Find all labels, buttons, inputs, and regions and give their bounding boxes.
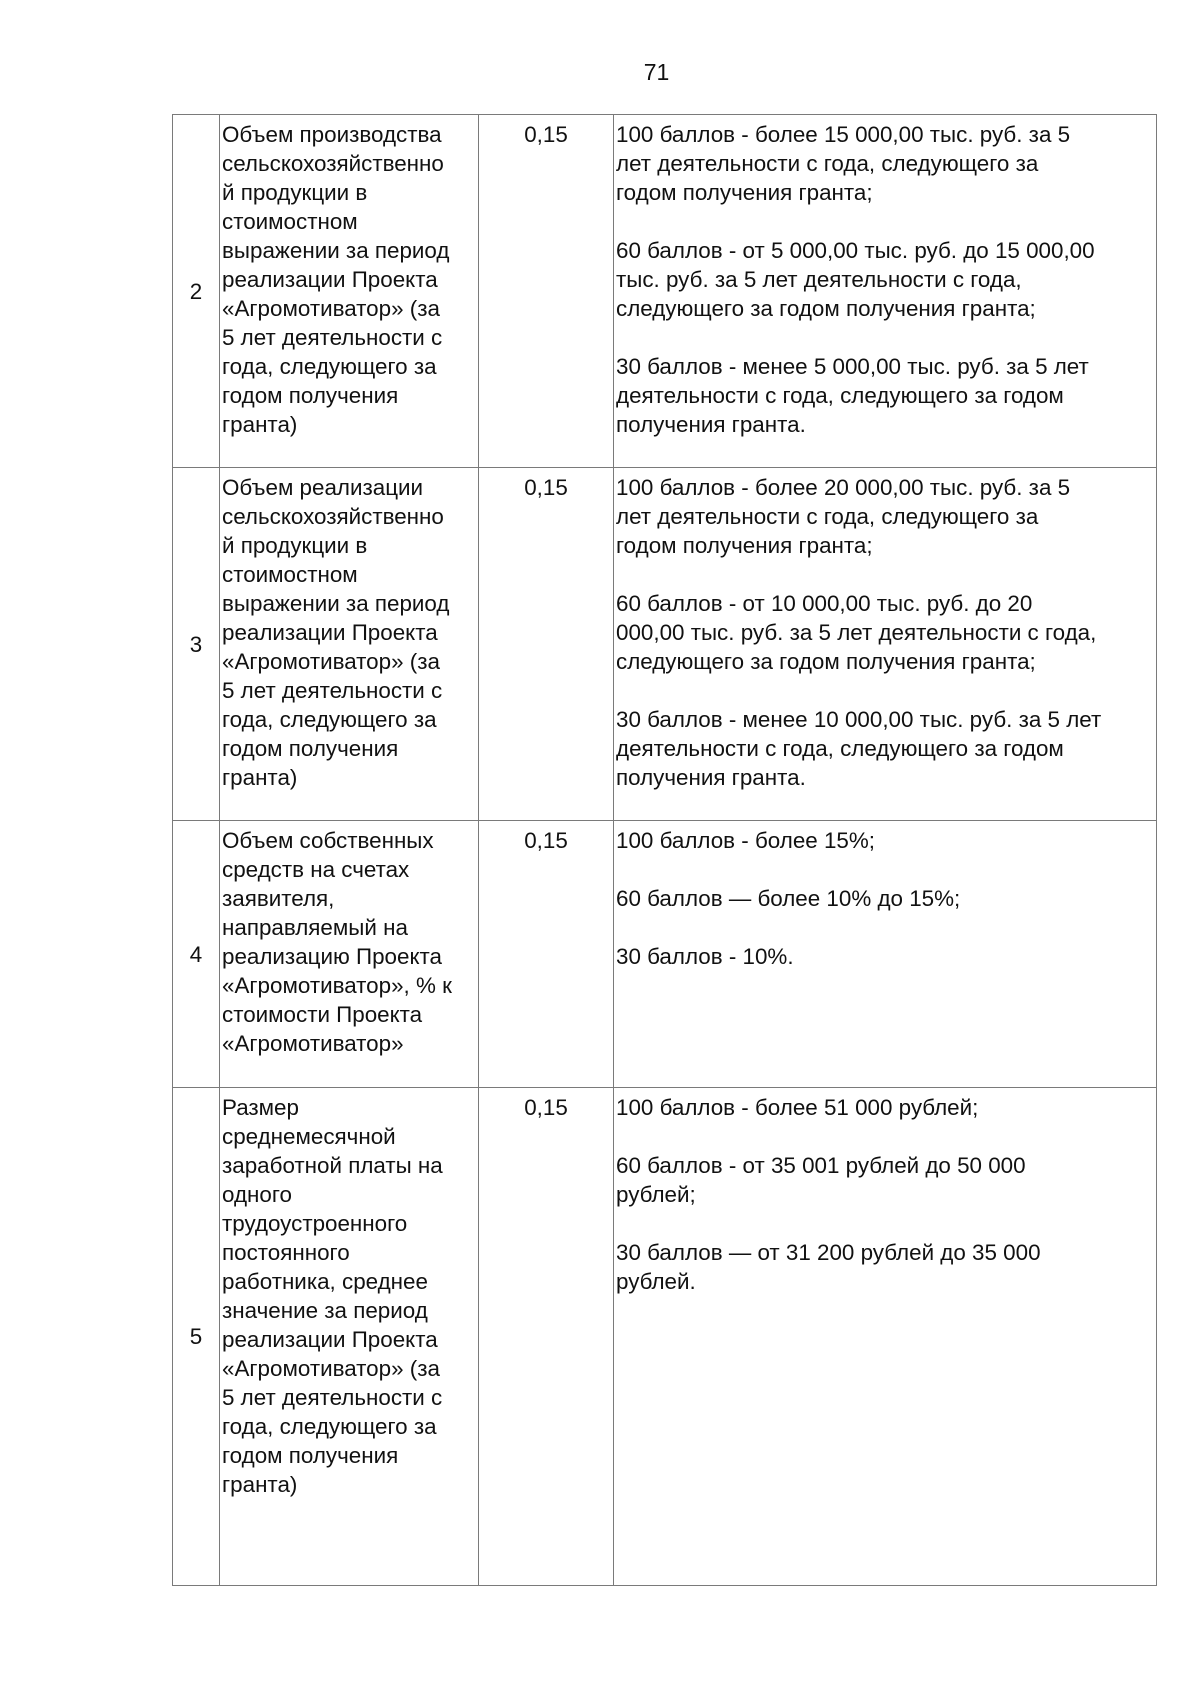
scoring-scale (614, 115, 1157, 468)
criterion-name-line: Объем производства (222, 122, 442, 147)
criterion-name-line: Объем реализации (222, 475, 424, 500)
criterion-name-line: сельскохозяйственно (222, 504, 444, 529)
criterion-name-line: сельскохозяйственно (222, 151, 444, 176)
criterion-name (220, 1088, 479, 1586)
scoring-line: 60 баллов - от 5 000,00 тыс. руб. до 15 000,00 (616, 238, 1095, 263)
scoring-line: следующего за годом получения гранта; (616, 296, 1036, 321)
criterion-name-line: года, следующего за (222, 707, 437, 732)
criterion-name-line: годом получения (222, 383, 399, 408)
criterion-name-line: постоянного (222, 1240, 350, 1265)
scoring-line: 60 баллов — более 10% до 15%; (616, 886, 961, 911)
criterion-name-line: одного (222, 1182, 292, 1207)
criterion-name-line: направляемый на (222, 915, 408, 940)
criterion-name-line: выражении за период (222, 238, 450, 263)
scoring-line: 30 баллов - менее 5 000,00 тыс. руб. за 5 лет (616, 354, 1089, 379)
scoring-level (616, 236, 1154, 323)
scoring-level (616, 942, 1154, 971)
scoring-line: рублей. (616, 1269, 696, 1294)
table-row (173, 468, 1157, 821)
scoring-scale (614, 1088, 1157, 1586)
scoring-line: рублей; (616, 1182, 696, 1207)
criterion-name-line: реализации Проекта (222, 267, 438, 292)
criterion-name-line: й продукции в (222, 533, 368, 558)
scoring-level (616, 705, 1154, 792)
scoring-line: деятельности с года, следующего за годом (616, 736, 1064, 761)
scoring-line: 60 баллов - от 10 000,00 тыс. руб. до 20 (616, 591, 1033, 616)
criterion-name-line: реализации Проекта (222, 620, 438, 645)
scoring-level (616, 1151, 1154, 1209)
criterion-name-line: заявителя, (222, 886, 335, 911)
scoring-level (616, 352, 1154, 439)
scoring-level (616, 884, 1154, 913)
criterion-name (220, 115, 479, 468)
scoring-level (616, 120, 1154, 207)
scoring-line: годом получения гранта; (616, 180, 873, 205)
criterion-weight: 0,15 (479, 468, 614, 821)
scoring-line: 30 баллов - 10%. (616, 944, 794, 969)
scoring-line: 100 баллов - более 51 000 рублей; (616, 1095, 979, 1120)
table-row (173, 115, 1157, 468)
scoring-level (616, 1093, 1154, 1122)
criterion-name-line: трудоустроенного (222, 1211, 408, 1236)
scoring-line: 30 баллов - менее 10 000,00 тыс. руб. за 5 лет (616, 707, 1102, 732)
criterion-name-line: стоимостном (222, 562, 358, 587)
criterion-name-line: года, следующего за (222, 354, 437, 379)
row-number: 5 (173, 1088, 220, 1586)
criterion-name-line: «Агромотиватор» (222, 1031, 404, 1056)
scoring-level (616, 826, 1154, 855)
scoring-scale (614, 468, 1157, 821)
criterion-name-line: гранта) (222, 765, 298, 790)
criterion-name-line: средств на счетах (222, 857, 410, 882)
criterion-name-line: выражении за период (222, 591, 450, 616)
criterion-name-line: годом получения (222, 1443, 399, 1468)
criterion-name-line: 5 лет деятельности с (222, 1385, 443, 1410)
criterion-name-line: «Агромотиватор» (за (222, 649, 440, 674)
row-number: 2 (173, 115, 220, 468)
criterion-name-line: Размер (222, 1095, 299, 1120)
scoring-line: годом получения гранта; (616, 533, 873, 558)
row-number: 3 (173, 468, 220, 821)
criterion-name-line: Объем собственных (222, 828, 434, 853)
scoring-line: лет деятельности с года, следующего за (616, 151, 1039, 176)
scoring-line: 000,00 тыс. руб. за 5 лет деятельности с года, (616, 620, 1097, 645)
criterion-name-line: среднемесячной (222, 1124, 396, 1149)
criteria-table (172, 114, 1157, 1586)
criterion-weight: 0,15 (479, 1088, 614, 1586)
criterion-name-line: значение за период (222, 1298, 428, 1323)
criterion-name (220, 821, 479, 1088)
criterion-name-line: работника, среднее (222, 1269, 428, 1294)
criterion-name-line: 5 лет деятельности с (222, 678, 443, 703)
criterion-name-line: реализацию Проекта (222, 944, 442, 969)
scoring-line: следующего за годом получения гранта; (616, 649, 1036, 674)
scoring-line: лет деятельности с года, следующего за (616, 504, 1039, 529)
row-number: 4 (173, 821, 220, 1088)
scoring-level (616, 473, 1154, 560)
criterion-name (220, 468, 479, 821)
scoring-line: 100 баллов - более 15%; (616, 828, 875, 853)
table-row (173, 821, 1157, 1088)
criterion-name-line: «Агромотиватор» (за (222, 296, 440, 321)
criterion-name-line: годом получения (222, 736, 399, 761)
scoring-line: тыс. руб. за 5 лет деятельности с года, (616, 267, 1022, 292)
criterion-name-line: стоимости Проекта (222, 1002, 423, 1027)
scoring-line: 30 баллов — от 31 200 рублей до 35 000 (616, 1240, 1041, 1265)
scoring-line: 100 баллов - более 15 000,00 тыс. руб. за 5 (616, 122, 1071, 147)
criterion-name-line: года, следующего за (222, 1414, 437, 1439)
scoring-level (616, 1238, 1154, 1296)
criterion-weight: 0,15 (479, 821, 614, 1088)
criterion-name-line: реализации Проекта (222, 1327, 438, 1352)
scoring-line: 100 баллов - более 20 000,00 тыс. руб. за 5 (616, 475, 1071, 500)
criterion-name-line: гранта) (222, 412, 298, 437)
page-number: 71 (643, 59, 670, 85)
scoring-line: деятельности с года, следующего за годом (616, 383, 1064, 408)
criterion-name-line: заработной платы на (222, 1153, 443, 1178)
criterion-name-line: 5 лет деятельности с (222, 325, 443, 350)
scoring-scale (614, 821, 1157, 1088)
table-row (173, 1088, 1157, 1586)
criterion-name-line: стоимостном (222, 209, 358, 234)
criterion-name-line: «Агромотиватор» (за (222, 1356, 440, 1381)
scoring-line: получения гранта. (616, 765, 806, 790)
criterion-name-line: й продукции в (222, 180, 368, 205)
criterion-name-line: гранта) (222, 1472, 298, 1497)
scoring-line: 60 баллов - от 35 001 рублей до 50 000 (616, 1153, 1026, 1178)
criterion-name-line: «Агромотиватор», % к (222, 973, 452, 998)
scoring-line: получения гранта. (616, 412, 806, 437)
scoring-level (616, 589, 1154, 676)
criterion-weight: 0,15 (479, 115, 614, 468)
